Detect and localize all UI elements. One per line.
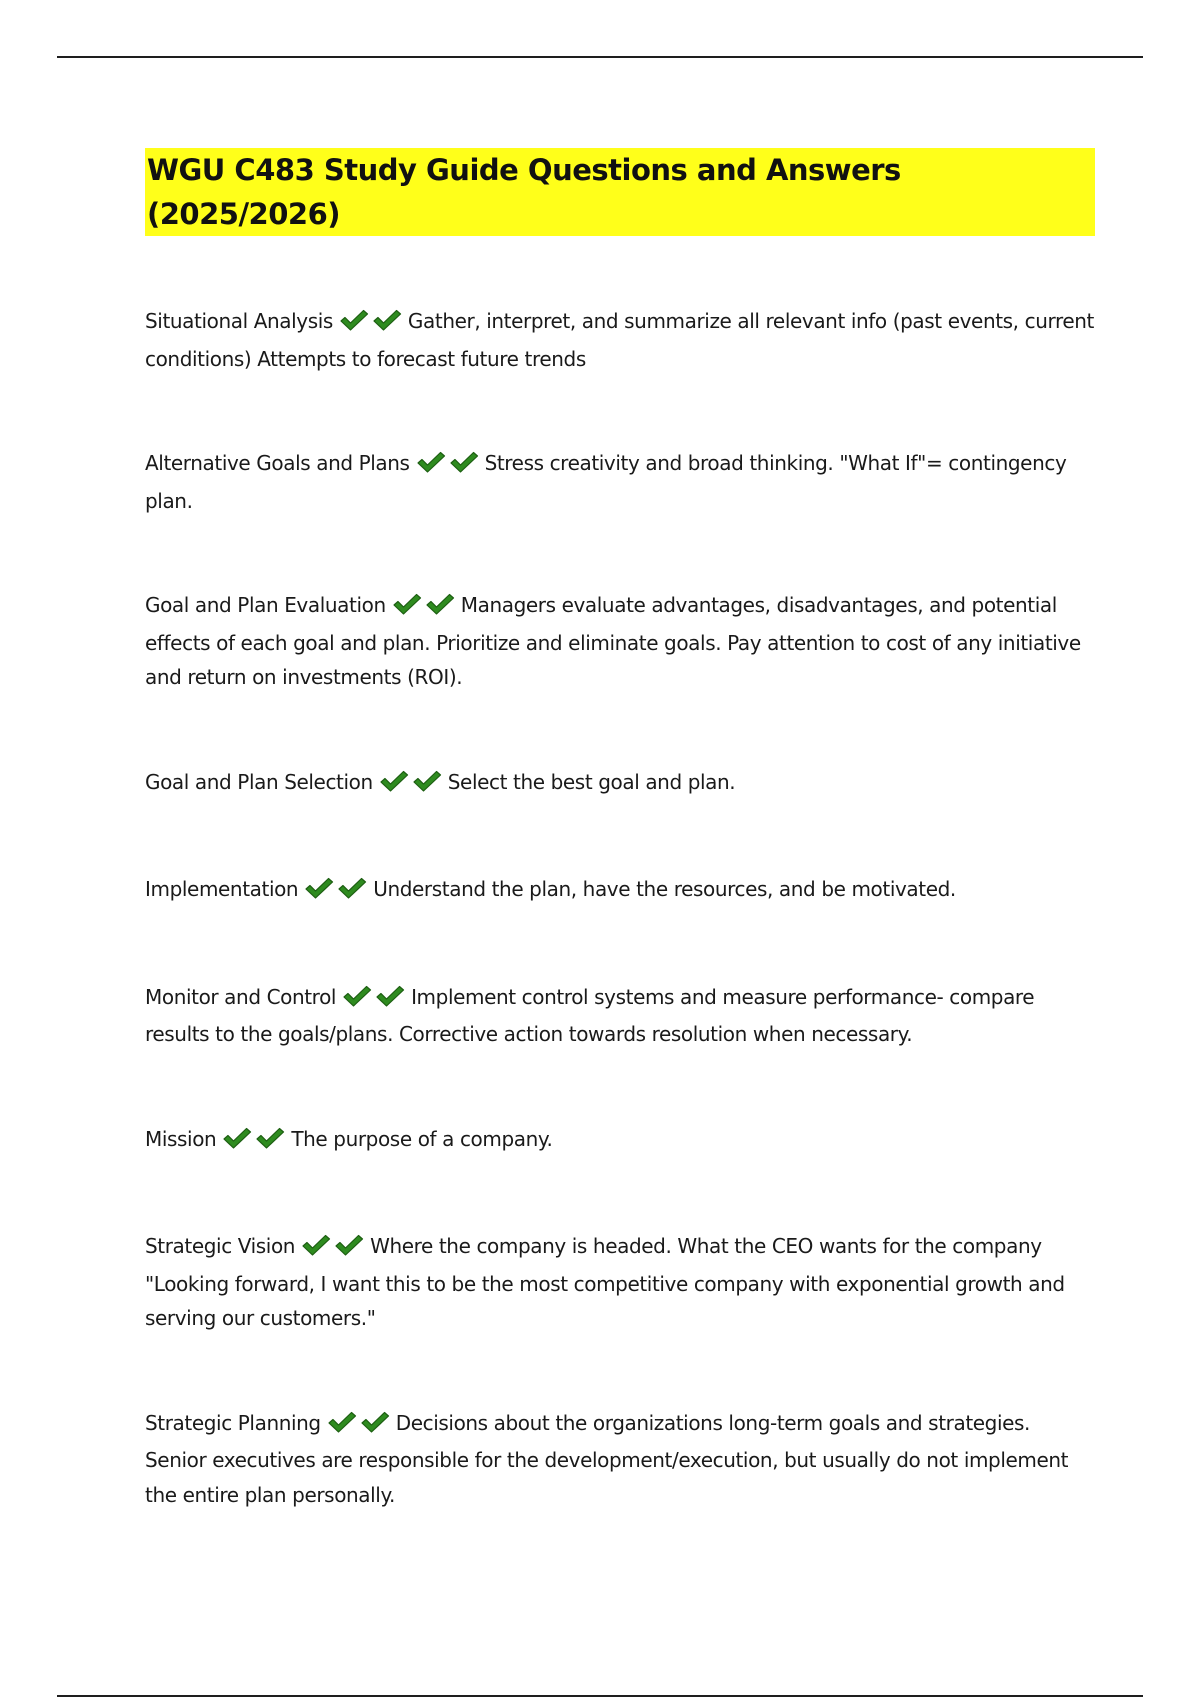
entry-term: Alternative Goals and Plans bbox=[145, 451, 410, 475]
check-marks bbox=[342, 983, 408, 1018]
entry-definition: The purpose of a company. bbox=[291, 1126, 553, 1151]
check-mark-icon bbox=[255, 1127, 285, 1149]
qa-entry bbox=[145, 1122, 1095, 1160]
check-mark-icon bbox=[412, 770, 442, 792]
entry-term: Strategic Vision bbox=[145, 1234, 296, 1258]
entry-term: Implementation bbox=[145, 877, 299, 901]
qa-entry bbox=[145, 304, 1095, 376]
entry-term: Strategic Planning bbox=[145, 1410, 321, 1435]
entry-definition: Understand the plan, have the resources, and be motivated. bbox=[373, 877, 956, 901]
check-mark-icon bbox=[425, 593, 455, 615]
page-title: WGU C483 Study Guide Questions and Answers (2025/2026) bbox=[145, 148, 1095, 236]
check-marks bbox=[392, 591, 458, 626]
check-marks bbox=[222, 1125, 288, 1160]
check-mark-icon bbox=[337, 877, 367, 899]
qa-entry bbox=[145, 446, 1095, 518]
entry-definition: Implement control systems and measure performance- compare results to the goals/plans. Corrective action towards resolution when necessary. bbox=[145, 984, 1035, 1046]
check-mark-icon bbox=[449, 451, 479, 473]
check-marks bbox=[301, 1232, 367, 1267]
entry-term: Mission bbox=[145, 1126, 217, 1151]
entry-definition: Decisions about the organizations long-term goals and strategies. Senior executives are responsible for the development/execution, but usually do not implement the entire plan personally. bbox=[145, 1410, 1069, 1507]
document-body bbox=[145, 148, 1095, 1582]
check-mark-icon bbox=[416, 451, 446, 473]
check-mark-icon bbox=[327, 1411, 357, 1433]
check-mark-icon bbox=[342, 985, 372, 1007]
entry-term: Goal and Plan Evaluation bbox=[145, 593, 386, 617]
entry-definition: Managers evaluate advantages, disadvantages, and potential effects of each goal and plan. Prioritize and eliminate goals. Pay attention to cost of any initiative and return on investments (ROI). bbox=[145, 593, 1081, 689]
check-marks bbox=[339, 307, 405, 342]
qa-entry bbox=[145, 765, 1095, 803]
qa-list bbox=[145, 304, 1095, 1512]
check-marks bbox=[327, 1409, 393, 1444]
check-mark-icon bbox=[334, 1234, 364, 1256]
entry-term: Situational Analysis bbox=[145, 309, 333, 333]
entry-definition: Select the best goal and plan. bbox=[447, 769, 736, 794]
entry-definition: Gather, interpret, and summarize all relevant info (past events, current conditions) Attempts to forecast future trends bbox=[145, 309, 1094, 371]
top-rule bbox=[57, 56, 1143, 58]
entry-definition: Where the company is headed. What the CEO wants for the company "Looking forward, I want this to be the most competitive company with exponential growth and serving our customers." bbox=[145, 1234, 1065, 1330]
check-mark-icon bbox=[360, 1411, 390, 1433]
check-mark-icon bbox=[379, 770, 409, 792]
qa-entry bbox=[145, 980, 1095, 1052]
entry-term: Goal and Plan Selection bbox=[145, 769, 373, 794]
qa-entry bbox=[145, 588, 1095, 695]
qa-entry bbox=[145, 1406, 1095, 1513]
check-mark-icon bbox=[304, 877, 334, 899]
check-mark-icon bbox=[339, 309, 369, 331]
bottom-rule bbox=[57, 1695, 1143, 1697]
check-mark-icon bbox=[301, 1234, 331, 1256]
check-marks bbox=[379, 768, 445, 803]
check-mark-icon bbox=[222, 1127, 252, 1149]
qa-entry bbox=[145, 1229, 1095, 1336]
check-marks bbox=[304, 875, 370, 910]
entry-term: Monitor and Control bbox=[145, 984, 337, 1009]
check-mark-icon bbox=[372, 309, 402, 331]
check-mark-icon bbox=[375, 985, 405, 1007]
entry-definition: Stress creativity and broad thinking. "What If"= contingency plan. bbox=[145, 451, 1067, 513]
check-marks bbox=[416, 449, 482, 484]
qa-entry bbox=[145, 872, 1095, 910]
check-mark-icon bbox=[392, 593, 422, 615]
